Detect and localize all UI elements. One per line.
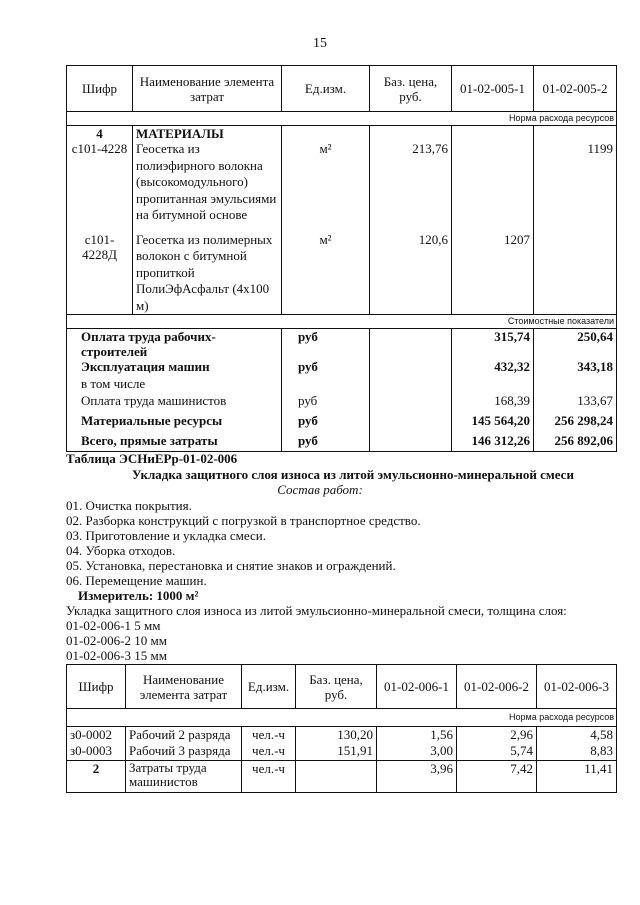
- summary-name: Затраты труда машинистов: [126, 761, 242, 793]
- cost-row-value-1: 315,74: [452, 329, 534, 360]
- row-value-2: 5,74: [457, 743, 537, 761]
- row-value-2: 1199: [534, 126, 617, 232]
- header-code: Шифр: [67, 66, 133, 112]
- row-name: Рабочий 2 разряда: [126, 727, 242, 743]
- cost-row-name: Материальные ресурсы: [67, 413, 282, 433]
- row-code: с101-4228Д: [67, 232, 133, 315]
- cost-row-value-2: 343,18: [534, 359, 617, 376]
- header-code: Шифр: [67, 665, 126, 709]
- row-code: з0-0002: [67, 727, 126, 743]
- work-item: 01. Очистка покрытия.: [66, 498, 192, 513]
- cost-row-name: Оплата труда рабочих-строителей: [67, 329, 282, 360]
- cost-caption: Стоимостные показатели: [67, 315, 617, 329]
- variant: 01-02-006-3 15 мм: [66, 648, 167, 663]
- row-value-1: [452, 126, 534, 232]
- cost-row-value-2: 256 298,24: [534, 413, 617, 433]
- row-value-2: 2,96: [457, 727, 537, 743]
- row-name: Геосетка из полимерных волокон с битумной пропиткой ПолиЭфАсфальт (4x100 м): [133, 232, 282, 315]
- row-unit: м²: [282, 126, 370, 232]
- work-item: 04. Уборка отходов.: [66, 543, 176, 558]
- work-item: 05. Установка, перестановка и снятие знаков и ограждений.: [66, 558, 396, 573]
- header-name: Наименование элемента затрат: [133, 66, 282, 112]
- row-value-1: 1,56: [377, 727, 457, 743]
- row-code: с101-4228: [71, 141, 128, 156]
- cost-row-name: Всего, прямые затраты: [67, 433, 282, 451]
- header-col-3: 01-02-006-3: [537, 665, 617, 709]
- row-price: 213,76: [370, 126, 452, 232]
- row-name: Геосетка из полиэфирного волокна (высокомодульного) пропитанная эмульсиями на битумной основе: [136, 141, 277, 222]
- variant: 01-02-006-2 10 мм: [66, 633, 167, 648]
- header-col-1: 01-02-006-1: [377, 665, 457, 709]
- section-title: МАТЕРИАЛЫ: [136, 126, 224, 141]
- cost-row-value-1: 432,32: [452, 359, 534, 376]
- variant: 01-02-006-1 5 мм: [66, 618, 161, 633]
- cost-row-unit: руб: [282, 413, 370, 433]
- cost-row-value-2: 133,67: [534, 393, 617, 413]
- cost-row-name: Эксплуатация машин: [67, 359, 282, 376]
- summary-value-2: 7,42: [457, 761, 537, 793]
- summary-code: 2: [67, 761, 126, 793]
- row-price: 130,20: [296, 727, 377, 743]
- header-col-1: 01-02-005-1: [452, 66, 534, 112]
- cost-row-value-2: 250,64: [534, 329, 617, 360]
- header-unit: Ед.изм.: [242, 665, 296, 709]
- header-col-2: 01-02-006-2: [457, 665, 537, 709]
- row-unit: чел.-ч: [242, 743, 296, 761]
- cost-row-name: Оплата труда машинистов: [67, 393, 282, 413]
- header-price: Баз. цена, руб.: [370, 66, 452, 112]
- resource-table-005: [66, 65, 617, 452]
- header-price: Баз. цена, руб.: [296, 665, 377, 709]
- table-label: Таблица ЭСНиЕРр-01-02-006: [66, 451, 238, 466]
- section-subtitle: Состав работ:: [277, 482, 363, 497]
- meter-label: Измеритель: 1000 м²: [78, 588, 199, 603]
- cost-row-name: в том числе: [67, 376, 282, 393]
- cost-row-value-2: 256 892,06: [534, 433, 617, 451]
- work-item: 03. Приготовление и укладка смеси.: [66, 528, 266, 543]
- row-price: 120,6: [370, 232, 452, 315]
- summary-unit: чел.-ч: [242, 761, 296, 793]
- resource-table-006: [66, 664, 617, 793]
- row-value-2: [534, 232, 617, 315]
- norm-caption: Норма расхода ресурсов: [67, 112, 617, 126]
- description: Укладка защитного слоя износа из литой эмульсионно-минеральной смеси, толщина слоя:: [66, 603, 567, 618]
- cost-row-value-1: 145 564,20: [452, 413, 534, 433]
- summary-value-3: 11,41: [537, 761, 617, 793]
- summary-value-1: 3,96: [377, 761, 457, 793]
- row-unit: м²: [282, 232, 370, 315]
- norm-caption: Норма расхода ресурсов: [67, 709, 617, 727]
- summary-price: [296, 761, 377, 793]
- cost-row-unit: руб: [282, 359, 370, 376]
- section-title: Укладка защитного слоя износа из литой эмульсионно-минеральной смеси: [132, 467, 574, 482]
- row-value-3: 8,83: [537, 743, 617, 761]
- row-unit: чел.-ч: [242, 727, 296, 743]
- cost-row-value-1: 146 312,26: [452, 433, 534, 451]
- header-name: Наименование элемента затрат: [126, 665, 242, 709]
- row-price: 151,91: [296, 743, 377, 761]
- row-value-3: 4,58: [537, 727, 617, 743]
- work-item: 02. Разборка конструкций с погрузкой в транспортное средство.: [66, 513, 421, 528]
- row-code: з0-0003: [67, 743, 126, 761]
- row-value-1: 3,00: [377, 743, 457, 761]
- row-name: Рабочий 3 разряда: [126, 743, 242, 761]
- cost-row-unit: руб: [282, 393, 370, 413]
- header-col-2: 01-02-005-2: [534, 66, 617, 112]
- page-number: 15: [313, 36, 327, 51]
- cost-row-unit: руб: [282, 433, 370, 451]
- header-unit: Ед.изм.: [282, 66, 370, 112]
- work-item: 06. Перемещение машин.: [66, 573, 207, 588]
- cost-row-value-1: 168,39: [452, 393, 534, 413]
- cost-row-unit: руб: [282, 329, 370, 360]
- row-value-1: 1207: [452, 232, 534, 315]
- section-number: 4: [96, 126, 103, 141]
